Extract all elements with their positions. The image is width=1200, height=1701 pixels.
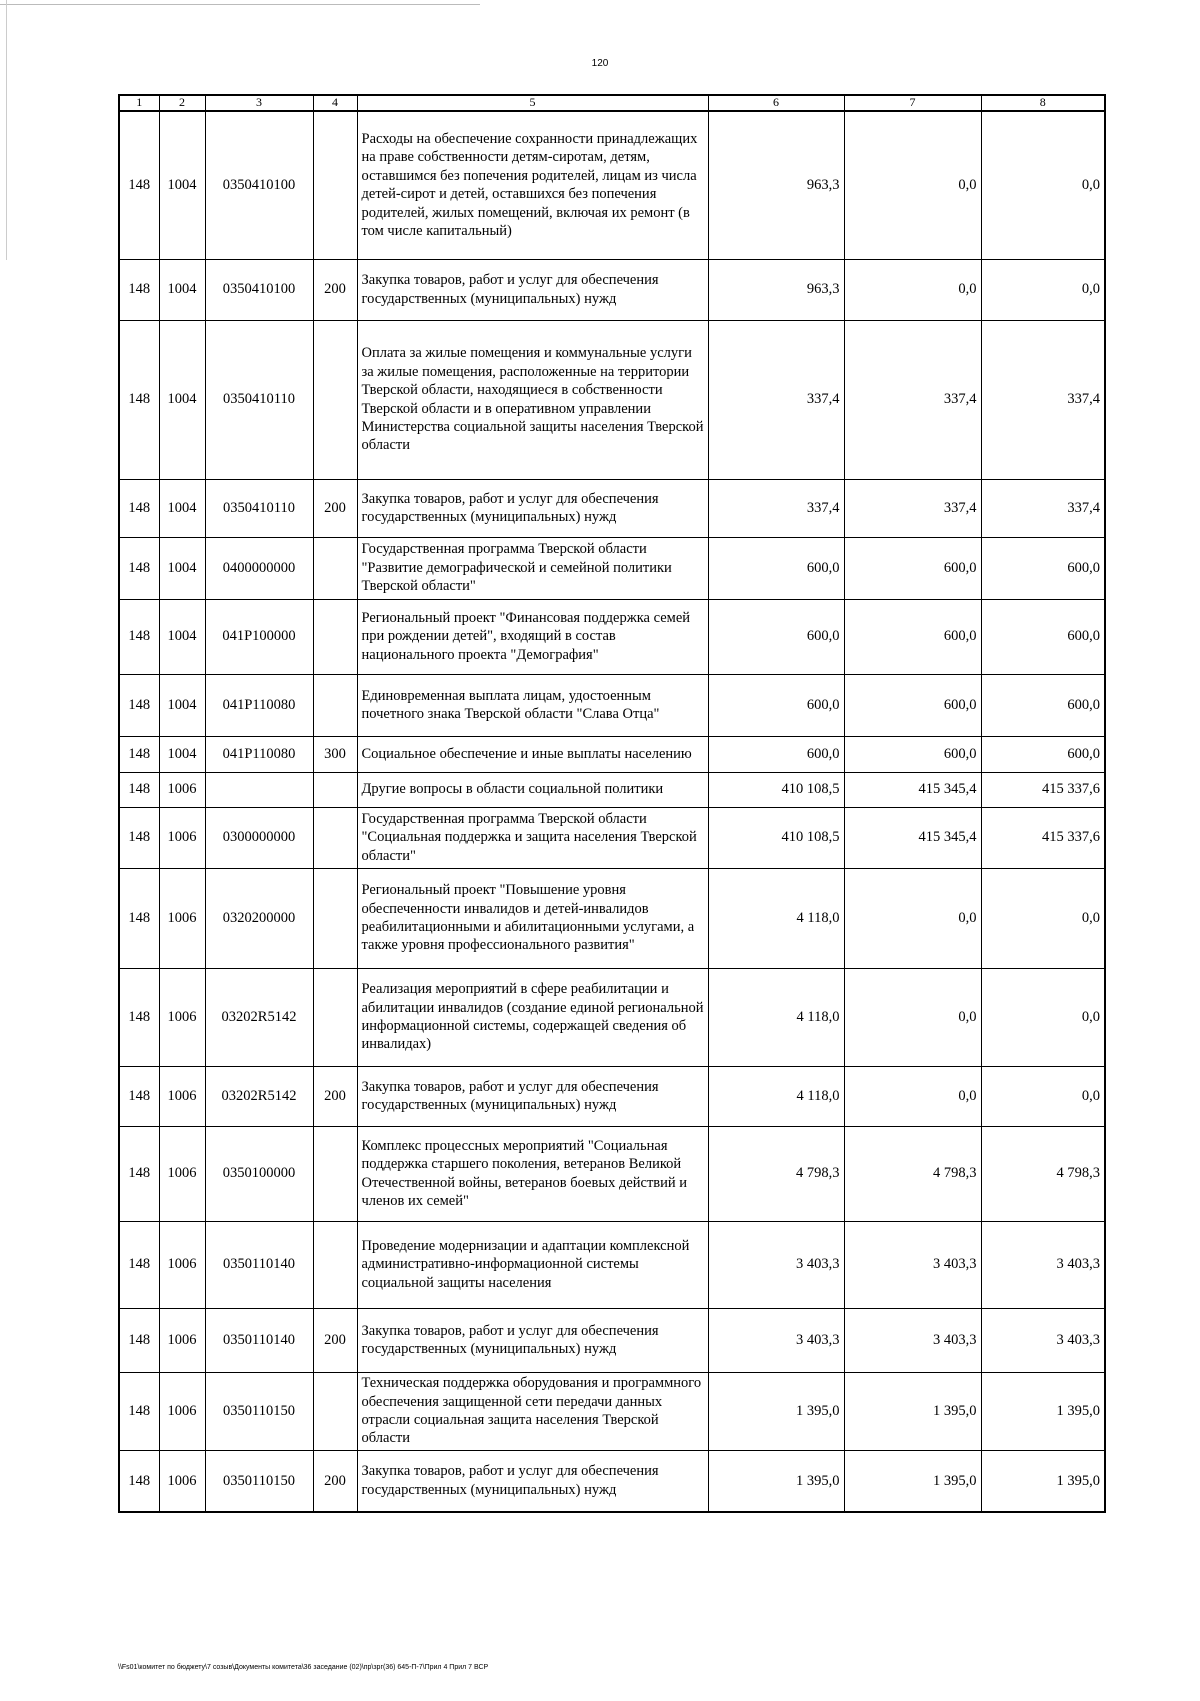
target-article-cell: 041P100000 — [205, 599, 313, 674]
section-code-cell: 1004 — [159, 537, 205, 599]
amount-col8-cell: 4 798,3 — [981, 1126, 1105, 1221]
description-cell: Оплата за жилые помещения и коммунальные услуги за жилые помещения, расположенные на территории Тверской области, находящиеся в собственности Тверской области и в оперативном управлении Министерства социальной защиты населения Тверской области — [357, 320, 708, 479]
target-article-cell: 03202R5142 — [205, 968, 313, 1066]
section-code-cell: 1004 — [159, 479, 205, 537]
description-cell: Региональный проект "Финансовая поддержка семей при рождении детей", входящий в состав национального проекта "Демография" — [357, 599, 708, 674]
target-article-cell: 0350410100 — [205, 111, 313, 259]
amount-col6-cell: 4 798,3 — [708, 1126, 844, 1221]
table-row — [119, 599, 1105, 674]
amount-col7-cell: 0,0 — [844, 111, 981, 259]
table-row — [119, 1372, 1105, 1450]
description-cell: Другие вопросы в области социальной политики — [357, 772, 708, 807]
target-article-cell: 0350110150 — [205, 1372, 313, 1450]
amount-col7-cell: 4 798,3 — [844, 1126, 981, 1221]
expense-type-cell: 200 — [313, 1450, 357, 1512]
admin-code-cell: 148 — [119, 1221, 159, 1308]
column-header: 8 — [981, 95, 1105, 111]
table-row — [119, 772, 1105, 807]
section-code-cell: 1004 — [159, 736, 205, 772]
table-row — [119, 111, 1105, 259]
description-cell: Закупка товаров, работ и услуг для обеспечения государственных (муниципальных) нужд — [357, 1066, 708, 1126]
expense-type-cell — [313, 111, 357, 259]
table-header-row — [119, 95, 1105, 111]
section-code-cell: 1006 — [159, 772, 205, 807]
amount-col7-cell: 600,0 — [844, 537, 981, 599]
target-article-cell: 041P110080 — [205, 674, 313, 736]
section-code-cell: 1006 — [159, 1372, 205, 1450]
description-cell: Региональный проект "Повышение уровня обеспеченности инвалидов и детей-инвалидов реабилитационными и абилитационными услугами, а также уровня профессионального развития" — [357, 868, 708, 968]
table-row — [119, 537, 1105, 599]
expense-type-cell — [313, 1372, 357, 1450]
admin-code-cell: 148 — [119, 868, 159, 968]
section-code-cell: 1006 — [159, 807, 205, 868]
expense-type-cell — [313, 1126, 357, 1221]
page-number: 120 — [591, 58, 609, 69]
target-article-cell: 0350110150 — [205, 1450, 313, 1512]
section-code-cell: 1004 — [159, 674, 205, 736]
description-cell: Закупка товаров, работ и услуг для обеспечения государственных (муниципальных) нужд — [357, 1450, 708, 1512]
expense-type-cell — [313, 968, 357, 1066]
admin-code-cell: 148 — [119, 479, 159, 537]
amount-col6-cell: 410 108,5 — [708, 807, 844, 868]
table-row — [119, 320, 1105, 479]
admin-code-cell: 148 — [119, 599, 159, 674]
expense-type-cell — [313, 807, 357, 868]
amount-col7-cell: 337,4 — [844, 479, 981, 537]
section-code-cell: 1004 — [159, 599, 205, 674]
description-cell: Закупка товаров, работ и услуг для обеспечения государственных (муниципальных) нужд — [357, 1308, 708, 1372]
table-row — [119, 1450, 1105, 1512]
column-header: 7 — [844, 95, 981, 111]
amount-col6-cell: 337,4 — [708, 479, 844, 537]
target-article-cell: 0350410100 — [205, 259, 313, 320]
amount-col8-cell: 0,0 — [981, 1066, 1105, 1126]
amount-col8-cell: 0,0 — [981, 868, 1105, 968]
target-article-cell — [205, 772, 313, 807]
expense-type-cell: 300 — [313, 736, 357, 772]
section-code-cell: 1004 — [159, 111, 205, 259]
description-cell: Государственная программа Тверской области "Социальная поддержка и защита населения Тверской области" — [357, 807, 708, 868]
amount-col6-cell: 963,3 — [708, 111, 844, 259]
target-article-cell: 0350110140 — [205, 1308, 313, 1372]
target-article-cell: 03202R5142 — [205, 1066, 313, 1126]
target-article-cell: 0350100000 — [205, 1126, 313, 1221]
admin-code-cell: 148 — [119, 111, 159, 259]
table-row — [119, 868, 1105, 968]
table-row — [119, 259, 1105, 320]
admin-code-cell: 148 — [119, 259, 159, 320]
amount-col8-cell: 3 403,3 — [981, 1221, 1105, 1308]
table-row — [119, 1066, 1105, 1126]
target-article-cell: 0400000000 — [205, 537, 313, 599]
description-cell: Закупка товаров, работ и услуг для обеспечения государственных (муниципальных) нужд — [357, 479, 708, 537]
amount-col8-cell: 600,0 — [981, 537, 1105, 599]
amount-col6-cell: 600,0 — [708, 537, 844, 599]
section-code-cell: 1006 — [159, 1450, 205, 1512]
column-header: 6 — [708, 95, 844, 111]
table-row — [119, 1308, 1105, 1372]
amount-col6-cell: 4 118,0 — [708, 968, 844, 1066]
admin-code-cell: 148 — [119, 772, 159, 807]
amount-col6-cell: 337,4 — [708, 320, 844, 479]
target-article-cell: 0350410110 — [205, 320, 313, 479]
amount-col7-cell: 415 345,4 — [844, 807, 981, 868]
amount-col6-cell: 3 403,3 — [708, 1221, 844, 1308]
amount-col7-cell: 1 395,0 — [844, 1372, 981, 1450]
section-code-cell: 1004 — [159, 259, 205, 320]
expense-type-cell — [313, 320, 357, 479]
description-cell: Закупка товаров, работ и услуг для обеспечения государственных (муниципальных) нужд — [357, 259, 708, 320]
amount-col6-cell: 963,3 — [708, 259, 844, 320]
scan-edge-line — [0, 4, 480, 5]
column-header: 4 — [313, 95, 357, 111]
amount-col7-cell: 3 403,3 — [844, 1221, 981, 1308]
amount-col6-cell: 600,0 — [708, 674, 844, 736]
expense-type-cell: 200 — [313, 479, 357, 537]
admin-code-cell: 148 — [119, 807, 159, 868]
amount-col8-cell: 600,0 — [981, 736, 1105, 772]
amount-col6-cell: 410 108,5 — [708, 772, 844, 807]
section-code-cell: 1004 — [159, 320, 205, 479]
amount-col8-cell: 0,0 — [981, 259, 1105, 320]
amount-col6-cell: 600,0 — [708, 599, 844, 674]
description-cell: Техническая поддержка оборудования и программного обеспечения защищенной сети передачи данных отрасли социальная защита населения Тверской области — [357, 1372, 708, 1450]
amount-col8-cell: 0,0 — [981, 968, 1105, 1066]
target-article-cell: 0320200000 — [205, 868, 313, 968]
description-cell: Комплекс процессных мероприятий "Социальная поддержка старшего поколения, ветеранов Великой Отечественной войны, ветеранов боевых действий и членов их семей" — [357, 1126, 708, 1221]
expense-type-cell — [313, 599, 357, 674]
admin-code-cell: 148 — [119, 736, 159, 772]
section-code-cell: 1006 — [159, 1221, 205, 1308]
admin-code-cell: 148 — [119, 1066, 159, 1126]
amount-col8-cell: 1 395,0 — [981, 1450, 1105, 1512]
admin-code-cell: 148 — [119, 1450, 159, 1512]
section-code-cell: 1006 — [159, 1066, 205, 1126]
amount-col6-cell: 3 403,3 — [708, 1308, 844, 1372]
amount-col8-cell: 600,0 — [981, 674, 1105, 736]
admin-code-cell: 148 — [119, 1308, 159, 1372]
table-row — [119, 807, 1105, 868]
amount-col7-cell: 3 403,3 — [844, 1308, 981, 1372]
amount-col8-cell: 415 337,6 — [981, 807, 1105, 868]
amount-col7-cell: 1 395,0 — [844, 1450, 981, 1512]
amount-col7-cell: 0,0 — [844, 968, 981, 1066]
admin-code-cell: 148 — [119, 1126, 159, 1221]
column-header: 2 — [159, 95, 205, 111]
amount-col7-cell: 600,0 — [844, 674, 981, 736]
amount-col8-cell: 1 395,0 — [981, 1372, 1105, 1450]
expense-type-cell — [313, 537, 357, 599]
expense-type-cell — [313, 1221, 357, 1308]
expense-type-cell: 200 — [313, 259, 357, 320]
admin-code-cell: 148 — [119, 537, 159, 599]
target-article-cell: 0300000000 — [205, 807, 313, 868]
table-row — [119, 968, 1105, 1066]
amount-col7-cell: 337,4 — [844, 320, 981, 479]
table-row — [119, 736, 1105, 772]
admin-code-cell: 148 — [119, 968, 159, 1066]
table-row — [119, 479, 1105, 537]
amount-col8-cell: 600,0 — [981, 599, 1105, 674]
expense-type-cell — [313, 868, 357, 968]
section-code-cell: 1006 — [159, 868, 205, 968]
description-cell: Проведение модернизации и адаптации комплексной административно-информационной системы социальной защиты населения — [357, 1221, 708, 1308]
amount-col6-cell: 600,0 — [708, 736, 844, 772]
description-cell: Расходы на обеспечение сохранности принадлежащих на праве собственности детям-сиротам, детям, оставшимся без попечения родителей, лицам из числа детей-сирот и детей, оставшихся без попечения родителей, жилых помещений, включая их ремонт (в том числе капитальный) — [357, 111, 708, 259]
amount-col6-cell: 1 395,0 — [708, 1450, 844, 1512]
amount-col7-cell: 0,0 — [844, 259, 981, 320]
description-cell: Реализация мероприятий в сфере реабилитации и абилитации инвалидов (создание единой региональной информационной системы, содержащей сведения об инвалидах) — [357, 968, 708, 1066]
amount-col8-cell: 337,4 — [981, 320, 1105, 479]
description-cell: Государственная программа Тверской области "Развитие демографической и семейной политики Тверской области" — [357, 537, 708, 599]
budget-table — [118, 94, 1106, 1513]
table-row — [119, 674, 1105, 736]
amount-col7-cell: 600,0 — [844, 599, 981, 674]
table-row — [119, 1126, 1105, 1221]
description-cell: Единовременная выплата лицам, удостоенным почетного знака Тверской области "Слава Отца" — [357, 674, 708, 736]
target-article-cell: 0350110140 — [205, 1221, 313, 1308]
section-code-cell: 1006 — [159, 968, 205, 1066]
admin-code-cell: 148 — [119, 320, 159, 479]
amount-col7-cell: 0,0 — [844, 1066, 981, 1126]
amount-col7-cell: 600,0 — [844, 736, 981, 772]
footer-file-path: \\Fs01\комитет по бюджету\7 созыв\Документы комитета\36 заседание (02)\пр\зрг(36) 645-П-7\Прил 4 Прил 7 ВСР — [118, 1664, 489, 1671]
table-row — [119, 1221, 1105, 1308]
amount-col7-cell: 415 345,4 — [844, 772, 981, 807]
admin-code-cell: 148 — [119, 674, 159, 736]
expense-type-cell — [313, 772, 357, 807]
column-header: 1 — [119, 95, 159, 111]
amount-col8-cell: 3 403,3 — [981, 1308, 1105, 1372]
column-header: 5 — [357, 95, 708, 111]
amount-col7-cell: 0,0 — [844, 868, 981, 968]
expense-type-cell: 200 — [313, 1066, 357, 1126]
amount-col8-cell: 415 337,6 — [981, 772, 1105, 807]
amount-col6-cell: 1 395,0 — [708, 1372, 844, 1450]
target-article-cell: 0350410110 — [205, 479, 313, 537]
scan-edge-line — [6, 0, 7, 260]
column-header: 3 — [205, 95, 313, 111]
amount-col8-cell: 337,4 — [981, 479, 1105, 537]
admin-code-cell: 148 — [119, 1372, 159, 1450]
amount-col8-cell: 0,0 — [981, 111, 1105, 259]
description-cell: Социальное обеспечение и иные выплаты населению — [357, 736, 708, 772]
target-article-cell: 041P110080 — [205, 736, 313, 772]
expense-type-cell — [313, 674, 357, 736]
section-code-cell: 1006 — [159, 1126, 205, 1221]
amount-col6-cell: 4 118,0 — [708, 868, 844, 968]
expense-type-cell: 200 — [313, 1308, 357, 1372]
amount-col6-cell: 4 118,0 — [708, 1066, 844, 1126]
section-code-cell: 1006 — [159, 1308, 205, 1372]
